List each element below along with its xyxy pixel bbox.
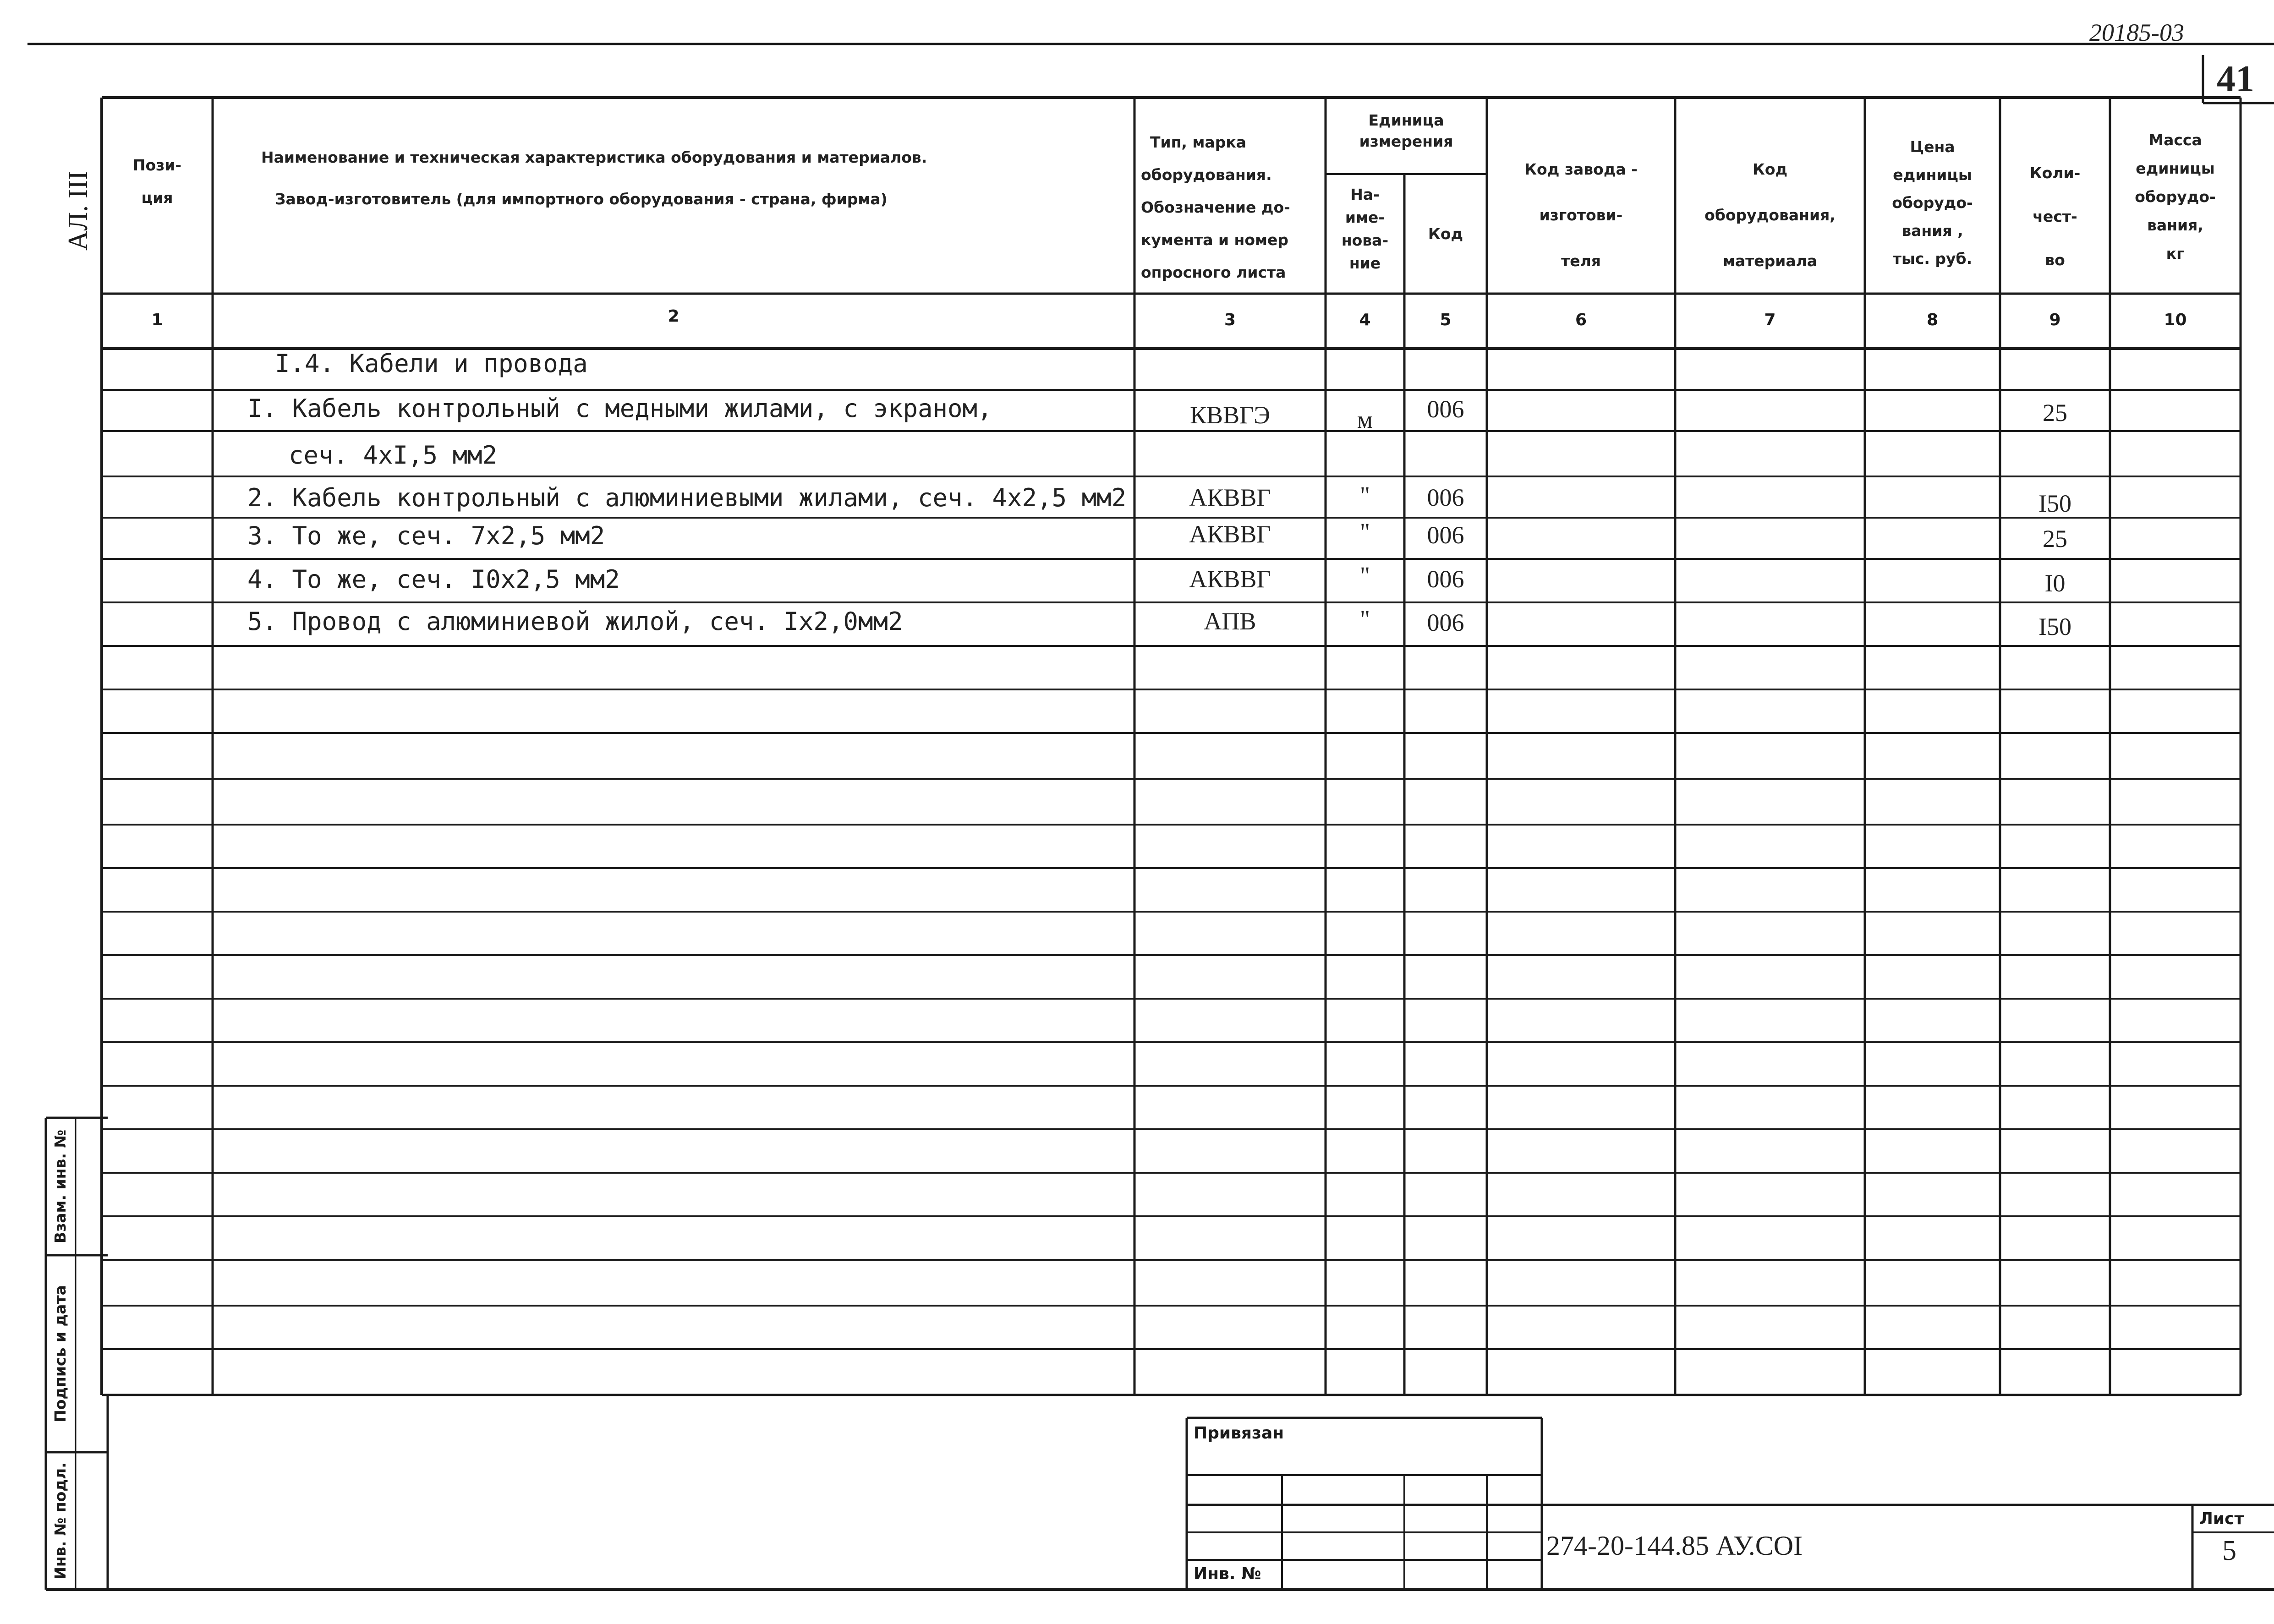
side-stamp-replace-inv: Взам. инв. № xyxy=(51,1129,69,1244)
header-name: Наименование и техническая характеристика оборудования и материалов. Завод-изготовитель (для импортного оборудования - страна, фирма) xyxy=(261,148,927,208)
table-row-qty: 25 xyxy=(2043,399,2067,427)
side-stamp-original-inv: Инв. № подл. xyxy=(51,1462,69,1580)
table-row-code: 006 xyxy=(1427,484,1464,511)
table-row-name: 3. То же, сеч. 7х2,5 мм2 xyxy=(247,521,605,550)
table-row-qty: I50 xyxy=(2038,490,2071,517)
table-row-name: сеч. 4хI,5 мм2 xyxy=(289,441,498,470)
header-quantity: Коли- чест- во xyxy=(2029,164,2081,269)
column-number: 5 xyxy=(1440,311,1452,329)
table-row-name: 2. Кабель контрольный с алюминиевыми жилами, сеч. 4х2,5 мм2 xyxy=(247,483,1127,512)
column-number: 1 xyxy=(151,311,163,329)
table-row-qty: 25 xyxy=(2043,525,2067,552)
table-row-code: 006 xyxy=(1427,565,1464,593)
column-number: 8 xyxy=(1926,311,1939,329)
header-factory-code: Код завода - изготови- теля xyxy=(1524,160,1638,270)
side-mark: АЛ. III xyxy=(63,171,93,251)
header-price: Цена единицы оборудо- вания , тыс. руб. xyxy=(1892,138,1973,268)
header-unit: Единица измерения xyxy=(1359,111,1453,150)
table-row-code: 006 xyxy=(1427,521,1464,549)
corner-code: 20185-03 xyxy=(2089,19,2184,46)
column-number: 10 xyxy=(2164,311,2187,329)
table-row-code: 006 xyxy=(1427,395,1464,423)
table-row-unit: м xyxy=(1357,406,1373,433)
header-mass: Масса единицы оборудо- вания, кг xyxy=(2135,131,2216,262)
table-row-unit: " xyxy=(1359,605,1370,633)
column-number: 2 xyxy=(668,307,679,326)
table-row-type: АКВВГ xyxy=(1189,484,1271,511)
table-row-type: АКВВГ xyxy=(1189,520,1271,548)
header-type: Тип, марка оборудования. Обозначение до- кумента и номер опросного листа xyxy=(1141,133,1290,281)
side-stamp-signature-date: Подпись и дата xyxy=(51,1285,69,1422)
table-row-type: КВВГЭ xyxy=(1190,401,1270,429)
sheet-badge: 41 xyxy=(2217,58,2254,99)
table-row-code: 006 xyxy=(1427,609,1464,636)
stamp-sheet-number: 5 xyxy=(2222,1535,2236,1566)
table-row-qty: I0 xyxy=(2044,569,2066,597)
column-number: 9 xyxy=(2049,311,2061,329)
header-unit-name: На- име- нова- ние xyxy=(1341,186,1389,272)
stamp-sheet-label: Лист xyxy=(2199,1509,2244,1528)
header-unit-code: Код xyxy=(1428,225,1463,243)
table-row-name: 4. То же, сеч. I0х2,5 мм2 xyxy=(247,565,620,594)
table-row-unit: " xyxy=(1359,518,1370,546)
table-row-name: I. Кабель контрольный с медными жилами, с экраном, xyxy=(247,394,992,423)
table-row-name: I.4. Кабели и провода xyxy=(275,349,588,378)
column-number: 6 xyxy=(1575,311,1587,329)
stamp-inv-no: Инв. № xyxy=(1194,1564,1261,1583)
table-row-name: 5. Провод с алюминиевой жилой, сеч. Iх2,0мм2 xyxy=(247,607,903,636)
header-position: Пози- ция xyxy=(132,156,182,207)
table-row-type: АКВВГ xyxy=(1189,565,1271,593)
table-row-type: АПВ xyxy=(1204,607,1256,635)
table-row-unit: " xyxy=(1359,481,1370,509)
table-row-unit: " xyxy=(1359,562,1370,589)
stamp-document-code: 274-20-144.85 АУ.СОI xyxy=(1546,1531,1803,1561)
column-number: 3 xyxy=(1224,311,1236,329)
header-equipment-code: Код оборудования, материала xyxy=(1704,160,1836,270)
column-number: 7 xyxy=(1764,311,1776,329)
column-number: 4 xyxy=(1359,311,1371,329)
table-row-qty: I50 xyxy=(2038,613,2071,640)
stamp-privyazan: Привязан xyxy=(1194,1424,1284,1443)
